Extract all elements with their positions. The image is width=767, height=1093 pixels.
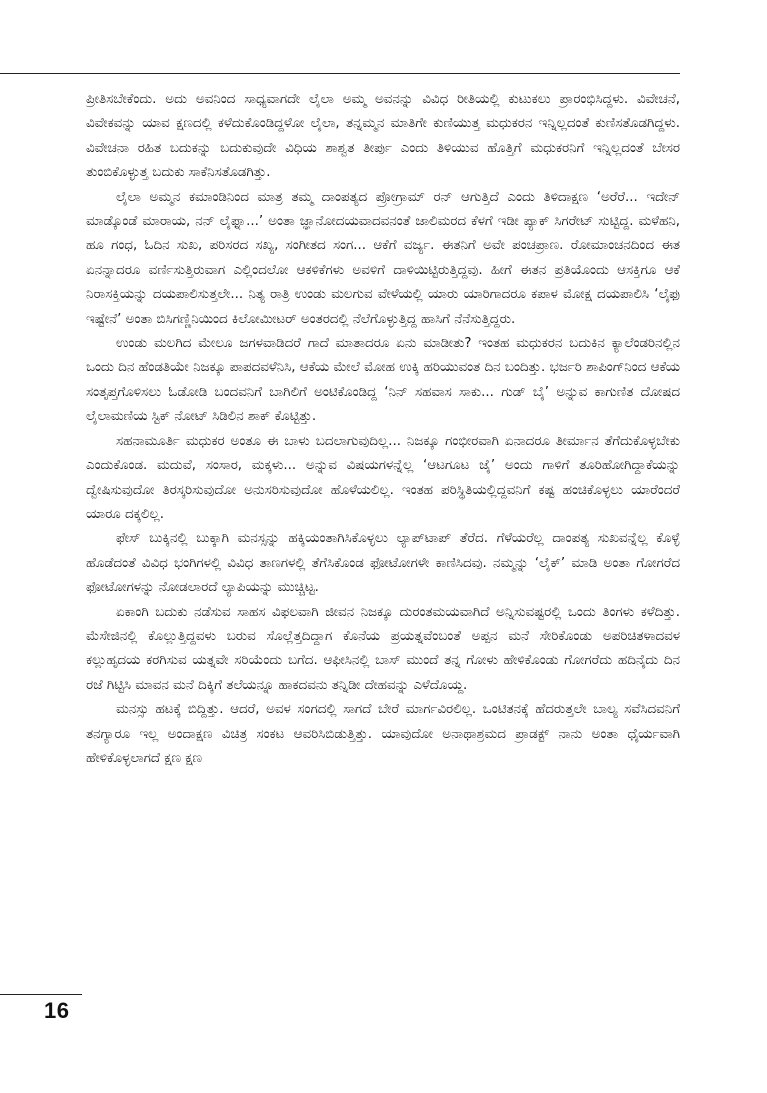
paragraph: ಮನಸ್ಸು ಹಟಕ್ಕೆ ಬಿದ್ದಿತ್ತು. ಆದರೆ, ಅವಳ ಸಂಗದಲ್ಲಿ ಸಾಗದೆ ಬೇರೆ ಮಾರ್ಗವಿರಲಿಲ್ಲ. ಒಂಟಿತನಕ್ಕೆ ಹೆದರುತ್ತಲೇ ಬಾಲ್ಯ ಸವೆಸಿದವನಿಗೆ ತನಗ್ಯಾರೂ ಇಲ್ಲ ಅಂದಾಕ್ಷಣ ವಿಚಿತ್ರ ಸಂಕಟ ಆವರಿಸಿಬಿಡುತ್ತಿತ್ತು. ಯಾವುದೋ ಅನಾಥಾಶ್ರಮದ ಪ್ರಾಡಕ್ಟ್ ನಾನು ಅಂತಾ ಧೈರ್ಯವಾಗಿ ಹೇಳಿಕೊಳ್ಳಲಾಗದೆ ಕ್ಷಣ ಕ್ಷಣ (86, 702, 680, 766)
paragraph: ಪ್ರೀತಿಸಬೇಕೆಂದು. ಅದು ಅವನಿಂದ ಸಾಧ್ಯವಾಗದೇ ಲೈಲಾ ಅಮ್ಮ ಅವನನ್ನು ವಿವಿಧ ರೀತಿಯಲ್ಲಿ ಕುಟುಕಲು ಪ್ರಾರಂಭಿಸಿದ್ದಳು. ವಿವೇಚನೆ, ವಿವೇಕವನ್ನು ಯಾವ ಕ್ಷಣದಲ್ಲಿ ಕಳೆದುಕೊಂಡಿದ್ದಳೋ ಲೈಲಾ, ತನ್ನಮ್ಮನ ಮಾತಿಗೇ ಕುಣಿಯುತ್ತ ಮಧುಕರನ ಇನ್ನಿಲ್ಲದಂತೆ ಕುಣಿಸತೊಡಗಿದ್ದಳು. ವಿವೇಚನಾ ರಹಿತ ಬದುಕನ್ನು ಬದುಕುವುದೇ ವಿಧಿಯ ಶಾಶ್ವತ ತೀರ್ಪು ಎಂದು ತಿಳಿಯುವ ಹೊತ್ತಿಗೆ ಮಧುಕರನಿಗೆ ಇನ್ನಿಲ್ಲದಂತೆ ಬೇಸರ ತುಂಬಿಕೊಳ್ಳುತ್ತ ಬದುಕು ಸಾಕೆನಿಸತೊಡಗಿತ್ತು. (86, 92, 680, 181)
paragraph: ಸಹನಾಮೂರ್ತಿ ಮಧುಕರ ಅಂತೂ ಈ ಬಾಳು ಬದಲಾಗುವುದಿಲ್ಲ... ನಿಜಕ್ಕೂ ಗಂಭೀರವಾಗಿ ಏನಾದರೂ ತೀರ್ಮಾನ ತೆಗೆದುಕೊಳ್ಳಬೇಕು ಎಂದುಕೊಂಡ. ಮದುವೆ, ಸಂಸಾರ, ಮಕ್ಕಳು... ಅನ್ನುವ ವಿಷಯಗಳನ್ನೆಲ್ಲ ‘ಆಟಗೂಟ ಜೈ’ ಅಂದು ಗಾಳಿಗೆ ತೂರಿಹೋಗಿದ್ದಾಕೆಯನ್ನು ದ್ವೇಷಿಸುವುದೋ ತಿರಸ್ಕರಿಸುವುದೋ ಅನುಸರಿಸುವುದೋ ಹೊಳೆಯಲಿಲ್ಲ. ಇಂತಹ ಪರಿಸ್ಥಿತಿಯಲ್ಲಿದ್ದವನಿಗೆ ಕಷ್ಟ ಹಂಚಿಕೊಳ್ಳಲು ಯಾರೆಂದರೆ ಯಾರೂ ದಕ್ಕಲಿಲ್ಲ. (86, 433, 680, 522)
paragraph: ಏಕಾಂಗಿ ಬದುಕು ನಡೆಸುವ ಸಾಹಸ ವಿಫಲವಾಗಿ ಜೀವನ ನಿಜಕ್ಕೂ ದುರಂತಮಯವಾಗಿದೆ ಅನ್ನಿಸುವಷ್ಟರಲ್ಲಿ ಒಂದು ತಿಂಗಳು ಕಳೆದಿತ್ತು. ಮೆಸೇಜಿನಲ್ಲಿ ಕೊಲ್ಲುತ್ತಿದ್ದವಳು ಬರುವ ಸೊಲ್ಲೆತ್ತದಿದ್ದಾಗ ಕೊನೆಯ ಪ್ರಯತ್ನವೆಂಬಂತೆ ಅಪ್ಪನ ಮನೆ ಸೇರಿಕೊಂಡು ಅಪರಿಚಿತಳಾದವಳ ಕಲ್ಲುಹೃದಯ ಕರಗಿಸುವ ಯತ್ನವೇ ಸರಿಯೆಂದು ಬಗೆದ. ಆಫೀಸಿನಲ್ಲಿ ಬಾಸ್ ಮುಂದೆ ತನ್ನ ಗೋಳು ಹೇಳಿಕೊಂಡು ಗೋಗರೆದು ಹದಿನೈದು ದಿನ ರಜೆ ಗಿಟ್ಟಿಸಿ ಮಾವನ ಮನೆ ದಿಕ್ಕಿಗೆ ತಲೆಯನ್ನೂ ಹಾಕದವನು ತನ್ನಿಡೀ ದೇಹವನ್ನು ಎಳೆದೊಯ್ದ. (86, 604, 680, 693)
footer-rule (0, 994, 82, 995)
header-rule (0, 73, 680, 74)
paragraph: ಫೇಸ್ ಬುಕ್ಕಿನಲ್ಲಿ ಬುಕ್ಕಾಗಿ ಮನಸ್ಸನ್ನು ಹಕ್ಕಿಯಂತಾಗಿಸಿಕೊಳ್ಳಲು ಲ್ಯಾಪ್‌ಟಾಪ್ ತೆರೆದ. ಗೆಳೆಯರೆಲ್ಲ ದಾಂಪತ್ಯ ಸುಖವನ್ನೆಲ್ಲ ಕೊಳ್ಳೆ ಹೊಡೆದಂತೆ ವಿವಿಧ ಭಂಗಿಗಳಲ್ಲಿ ವಿವಿಧ ತಾಣಗಳಲ್ಲಿ ತೆಗೆಸಿಕೊಂಡ ಫೋಟೋಗಳೇ ಕಾಣಿಸಿದವು. ನಮ್ಮನ್ನು ‘ಲೈಕ್’ ಮಾಡಿ ಅಂತಾ ಗೋಗರೆದ ಫೋಟೋಗಳನ್ನು ನೋಡಲಾರದೆ ಲ್ಯಾಪಿಯನ್ನು ಮುಚ್ಚಿಟ್ಟ. (86, 531, 680, 596)
body-text (86, 88, 680, 988)
paragraph: ಉಂಡು ಮಲಗಿದ ಮೇಲೂ ಜಗಳವಾಡಿದರೆ ಗಾದೆ ಮಾತಾದರೂ ಏನು ಮಾಡೀತು? ಇಂತಹ ಮಧುಕರನ ಬದುಕಿನ ಕ್ಯಾಲೆಂಡರಿನಲ್ಲಿನ ಒಂದು ದಿನ ಹೆಂಡತಿಯೇ ನಿಜಕ್ಕೂ ಪಾಪದವಳೆನಿಸಿ, ಆಕೆಯ ಮೇಲೆ ಮೋಹ ಉಕ್ಕಿ ಹರಿಯುವಂತ ದಿನ ಬಂದಿತ್ತು. ಭರ್ಜರಿ ಶಾಪಿಂಗ್‌ನಿಂದ ಆಕೆಯ ಸಂತೃಪ್ತಗೊಳಿಸಲು ಓಡೋಡಿ ಬಂದವನಿಗೆ ಬಾಗಿಲಿಗೆ ಅಂಟಿಕೊಂಡಿದ್ದ ‘ನಿನ್ ಸಹವಾಸ ಸಾಕು... ಗುಡ್ ಬೈ’ ಅನ್ನುವ ಕಾಗುಣಿತ ದೋಷದ ಲೈಲಾಮಣಿಯ ಸ್ಟಿಕ್ ನೋಟ್ ಸಿಡಿಲಿನ ಶಾಕ್ ಕೊಟ್ಟಿತ್ತು. (86, 336, 680, 425)
paragraph: ಲೈಲಾ ಅಮ್ಮನ ಕಮಾಂಡಿನಿಂದ ಮಾತ್ರ ತಮ್ಮ ದಾಂಪತ್ಯದ ಪ್ರೋಗ್ರಾಮ್ ರನ್ ಆಗುತ್ತಿದೆ ಎಂದು ತಿಳಿದಾಕ್ಷಣ ‘ಅರೆರೆ... ಇದೇನ್ ಮಾಡ್ಕೊಂಡೆ ಮಾರಾಯ, ನನ್ ಲೈಫ್ನಾ...’ ಅಂತಾ ಜ್ಞಾನೋದಯವಾದವನಂತೆ ಜಾಲಿಮರದ ಕೆಳಗೆ ಇಡೀ ಪ್ಯಾಕ್ ಸಿಗರೇಟ್ ಸುಟ್ಟಿದ್ದ. ಮಳೆಹನಿ, ಹೂ ಗಂಧ, ಓದಿನ ಸುಖ, ಪರಿಸರದ ಸಖ್ಯ, ಸಂಗೀತದ ಸಂಗ... ಆಕೆಗೆ ವರ್ಜ್ಯ. ಈತನಿಗೆ ಅವೇ ಪಂಚಪ್ರಾಣ. ರೋಮಾಂಚನದಿಂದ ಈತ ಏನನ್ನಾದರೂ ವರ್ಣಿಸುತ್ತಿರುವಾಗ ಎಲ್ಲಿಂದಲೋ ಆಕಳಿಕೆಗಳು ಅವಳಿಗೆ ದಾಳಿಯಿಟ್ಟಿರುತ್ತಿದ್ದವು. ಹೀಗೆ ಈತನ ಪ್ರತಿಯೊಂದು ಆಸಕ್ತಿಗೂ ಆಕೆ ನಿರಾಸಕ್ತಿಯನ್ನು ದಯಪಾಲಿಸುತ್ತಲೇ... ನಿತ್ಯ ರಾತ್ರಿ ಉಂಡು ಮಲಗುವ ವೇಳೆಯಲ್ಲಿ ಯಾರು ಯಾರಿಗಾದರೂ ಕಪಾಳ ಮೋಕ್ಷ ದಯಪಾಲಿಸಿ ‘ಲೈಫು ಇಷ್ಟೇನೆ’ ಅಂತಾ ಬಿಸಿಗಣ್ಣಿನಿಯಿಂದ ಕಿಲೋಮೀಟರ್ ಅಂತರದಲ್ಲಿ ನೆಲೆಗೊಳ್ಳುತ್ತಿದ್ದ ಹಾಸಿಗೆ ನೆನೆಸುತ್ತಿದ್ದರು. (86, 189, 680, 327)
page-number: 16 (44, 998, 70, 1023)
